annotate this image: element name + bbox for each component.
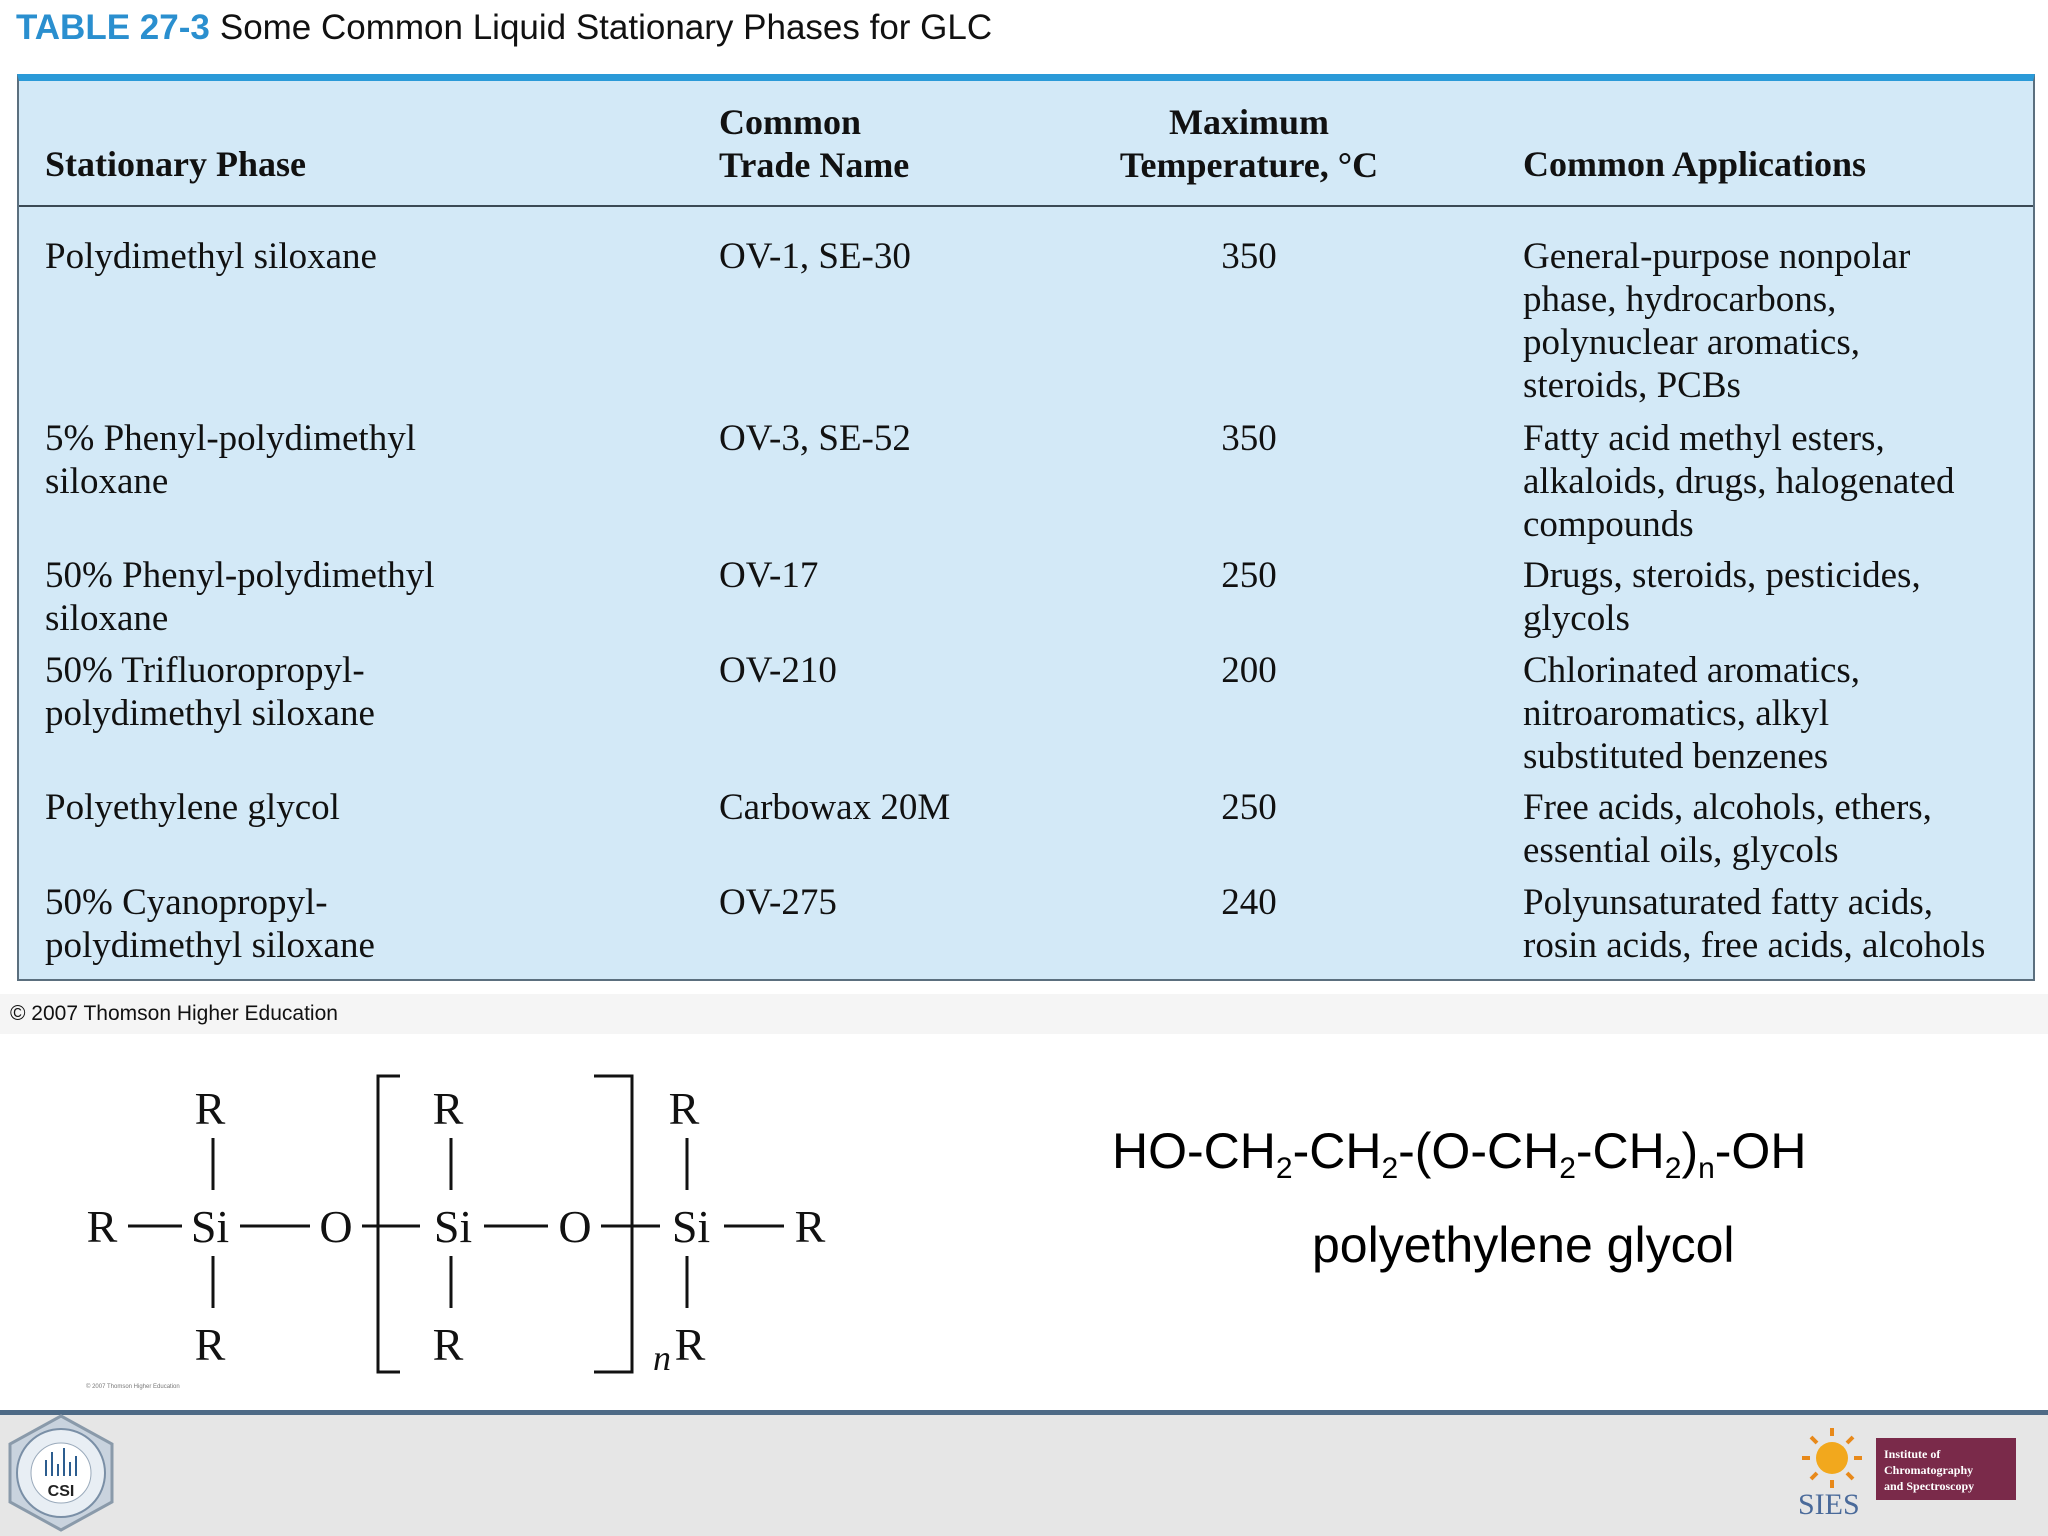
row-4-temp: 200 <box>1221 650 1277 691</box>
row-4-trade: OV-210 <box>719 650 837 691</box>
header-max-temperature <box>1099 101 1399 187</box>
header-common-applications: Common Applications <box>1523 144 1867 184</box>
footer-bar <box>0 1410 2048 1536</box>
row-6-trade: OV-275 <box>719 882 837 923</box>
struct-si-left: Si <box>190 1201 230 1252</box>
sies-logo-text: SIES <box>1798 1488 1860 1521</box>
table-number-label: TABLE 27-3 <box>16 8 210 47</box>
struct-si-right: Si <box>671 1201 711 1252</box>
peg-sub: 2 <box>1381 1152 1399 1185</box>
peg-part: HO-CH <box>1112 1123 1276 1179</box>
row-3-apps-line2: glycols <box>1523 598 1630 639</box>
header-max-temperature-line2: Temperature, °C <box>1119 145 1379 185</box>
row-1-phase <box>45 235 377 278</box>
table-title <box>16 8 992 56</box>
row-4-apps-line1: Chlorinated aromatics, <box>1523 650 1861 691</box>
header-max-temperature-line1: Maximum <box>1169 102 1329 142</box>
struct-r-bottom-left: R <box>194 1319 226 1370</box>
peg-formula <box>1112 1122 1807 1185</box>
row-6-phase <box>45 881 375 967</box>
peg-name: polyethylene glycol <box>1312 1217 1735 1273</box>
csi-logo-text: CSI <box>47 1483 75 1500</box>
peg-sub: n <box>1698 1152 1715 1185</box>
header-stationary-phase: Stationary Phase <box>45 144 306 184</box>
sun-icon <box>1802 1428 1862 1488</box>
row-4-apps-line2: nitroaromatics, alkyl <box>1523 693 1830 734</box>
peg-sub: 2 <box>1559 1152 1576 1185</box>
struct-si-mid: Si <box>433 1201 473 1252</box>
struct-r-right: R <box>794 1201 826 1252</box>
row-5-temp: 250 <box>1221 787 1277 828</box>
struct-r-top-right: R <box>668 1083 700 1134</box>
row-1-apps-line4: steroids, PCBs <box>1523 365 1741 406</box>
row-1-apps-line2: phase, hydrocarbons, <box>1523 279 1837 320</box>
row-1-trade: OV-1, SE-30 <box>719 236 911 277</box>
row-5-apps <box>1523 786 1932 872</box>
peg-part: -OH <box>1714 1123 1807 1179</box>
row-2-temp: 350 <box>1221 418 1277 459</box>
row-5-apps-line1: Free acids, alcohols, ethers, <box>1523 787 1932 828</box>
row-2-phase-line1: 5% Phenyl-polydimethyl <box>45 418 416 459</box>
struct-r-bottom-right: R <box>674 1319 706 1370</box>
row-2-apps-line2: alkaloids, drugs, halogenated <box>1523 461 1955 502</box>
table-caption: Some Common Liquid Stationary Phases for GLC <box>219 8 993 47</box>
row-6-apps-line2: rosin acids, free acids, alcohols <box>1523 925 1986 966</box>
peg-part: -CH <box>1292 1123 1382 1179</box>
structure-credit: © 2007 Thomson Higher Education <box>86 1384 180 1390</box>
row-6-phase-line2: polydimethyl siloxane <box>45 925 375 966</box>
row-2-phase <box>45 417 416 503</box>
row-2-apps <box>1523 417 1955 546</box>
copyright-text: © 2007 Thomson Higher Education <box>10 1002 338 1025</box>
csi-logo <box>2 1412 120 1534</box>
row-3-apps <box>1523 554 1921 640</box>
header-trade-name <box>719 101 909 187</box>
row-4-phase-line1: 50% Trifluoropropyl- <box>45 650 365 691</box>
row-6-phase-line1: 50% Cyanopropyl- <box>45 882 328 923</box>
row-6-temp: 240 <box>1221 882 1277 923</box>
row-2-apps-line3: compounds <box>1523 504 1694 545</box>
row-3-trade: OV-17 <box>719 555 819 596</box>
row-3-temp: 250 <box>1221 555 1277 596</box>
struct-o-right: O <box>558 1201 592 1252</box>
row-1-temp: 350 <box>1221 236 1277 277</box>
struct-repeat-n: n <box>653 1338 671 1378</box>
row-5-phase <box>45 786 340 829</box>
row-4-phase <box>45 649 375 735</box>
sies-logo <box>1794 1420 2024 1530</box>
peg-sub: 2 <box>1664 1152 1682 1185</box>
row-4-apps <box>1523 649 1860 778</box>
peg-part: -(O-CH <box>1398 1123 1560 1179</box>
struct-r-bottom-mid: R <box>432 1319 464 1370</box>
row-5-apps-line2: essential oils, glycols <box>1523 830 1839 871</box>
sies-institute-line2: Chromatography <box>1884 1463 1974 1477</box>
sies-institute-line1: Institute of <box>1884 1447 1941 1461</box>
struct-r-left: R <box>86 1201 118 1252</box>
row-5-phase-line1: Polyethylene glycol <box>45 787 340 828</box>
siloxane-structure-diagram <box>60 1062 860 1402</box>
peg-sub: 2 <box>1275 1152 1293 1185</box>
peg-part: -CH <box>1575 1123 1665 1179</box>
row-2-phase-line2: siloxane <box>45 461 169 502</box>
struct-r-top-left: R <box>194 1083 226 1134</box>
peg-part: ) <box>1681 1123 1699 1179</box>
row-6-apps <box>1523 881 1985 967</box>
struct-o-left: O <box>319 1201 353 1252</box>
stationary-phases-table <box>17 74 2035 981</box>
row-4-apps-line3: substituted benzenes <box>1523 736 1829 777</box>
row-1-apps-line3: polynuclear aromatics, <box>1523 322 1860 363</box>
header-divider <box>19 205 2033 207</box>
row-3-apps-line1: Drugs, steroids, pesticides, <box>1523 555 1921 596</box>
sies-institute-line3: and Spectroscopy <box>1884 1479 1975 1493</box>
row-3-phase-line2: siloxane <box>45 598 169 639</box>
struct-r-top-mid: R <box>432 1083 464 1134</box>
header-trade-name-line1: Common <box>719 102 861 142</box>
row-1-apps <box>1523 235 1910 407</box>
header-trade-name-line2: Trade Name <box>719 145 910 185</box>
row-3-phase-line1: 50% Phenyl-polydimethyl <box>45 555 435 596</box>
row-1-apps-line1: General-purpose nonpolar <box>1523 236 1911 277</box>
row-1-phase-line1: Polydimethyl siloxane <box>45 236 377 277</box>
row-4-phase-line2: polydimethyl siloxane <box>45 693 375 734</box>
row-5-trade: Carbowax 20M <box>719 787 951 828</box>
row-6-apps-line1: Polyunsaturated fatty acids, <box>1523 882 1933 923</box>
row-2-trade: OV-3, SE-52 <box>719 418 911 459</box>
row-2-apps-line1: Fatty acid methyl esters, <box>1523 418 1885 459</box>
row-3-phase <box>45 554 435 640</box>
